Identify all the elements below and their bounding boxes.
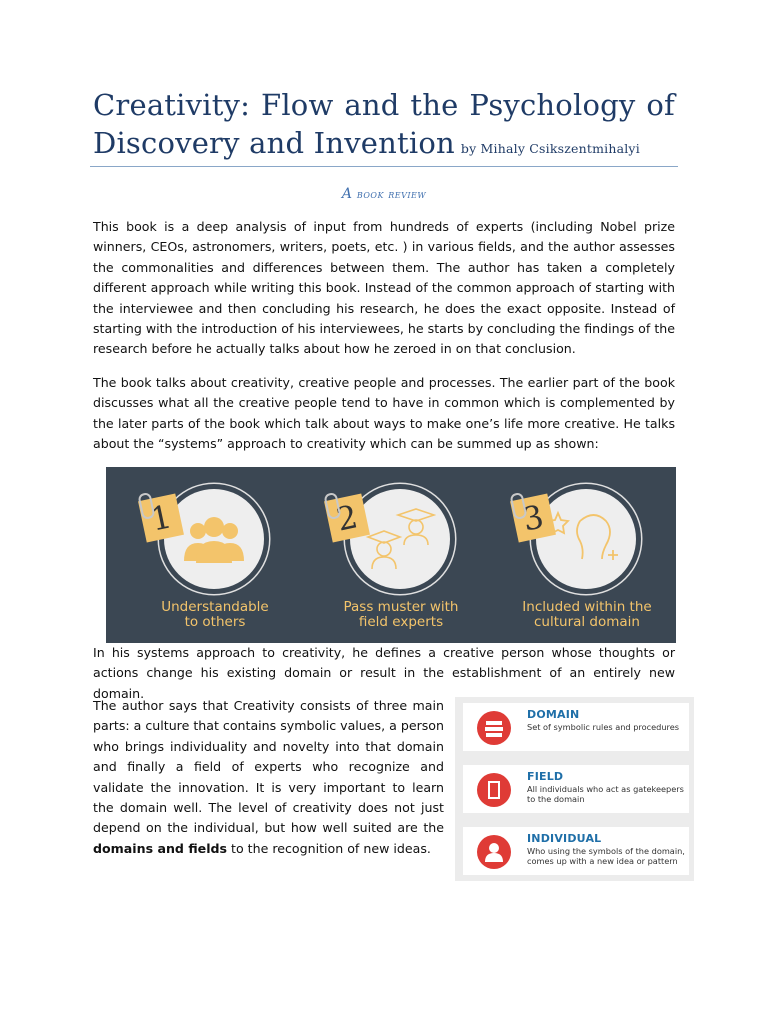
caption [110, 600, 320, 630]
title-word: of [646, 88, 675, 122]
number-note: 3 [510, 494, 556, 543]
caption-line: Included within the [522, 599, 652, 615]
number-note: 2 [324, 494, 370, 543]
caption-line: cultural domain [533, 614, 640, 630]
dfi-description: Set of symbolic rules and procedures [527, 722, 680, 732]
title-line-2 [93, 124, 675, 168]
paragraph-three-parts [93, 696, 444, 859]
title-word: Psychology [469, 88, 636, 122]
domain-field-individual-graphic [455, 697, 694, 881]
group-people-icon [178, 507, 250, 571]
systems-item-2 [306, 467, 496, 643]
paragraph-text: to the recognition of new ideas. [227, 840, 431, 856]
stacked-books-icon [477, 711, 511, 745]
paragraph-text: The author says that Creativity consists of three main parts: a culture that contains symbolic values, a person who brings individuality and novelty into that domain and finally a field of experts who recognize and validate the innovation. It is very important to learn the domain well. The level of creativity does not just depend on the individual, but how well suited are the [93, 698, 444, 836]
title-line-2-text: Discovery and Invention [93, 126, 455, 160]
title-line-1 [93, 86, 675, 124]
systems-item-1 [120, 467, 310, 643]
paragraph-intro: This book is a deep analysis of input from hundreds of experts (including Nobel prize winners, CEOs, astronomers, writers, poets, etc. ) in various fields, and the author assesses the commonalities and differences between them. The author has taken a completely different approach while writing this book. Instead of the common approach of starting with the interviewee and then concluding his research, he does the exact opposite. Instead of starting with the introduction of his interviewees, he starts by concluding the findings of the research before he actually talks about how he zeroed in on that conclusion. [93, 219, 675, 357]
paragraph-systems: The book talks about creativity, creative people and processes. The earlier part of the book discusses what all the creative people tend to have in common which is complemented by the later parts of the book which talk about ways to make one’s life more creative. He talks about the “systems” approach to creativity which can be summed up as shown: [93, 375, 675, 452]
subtitle-rest: book review [352, 187, 427, 201]
dfi-heading: INDIVIDUAL [527, 832, 602, 845]
star-person-icon [550, 507, 622, 571]
dfi-heading: DOMAIN [527, 708, 580, 721]
graduates-icon [364, 507, 436, 571]
title-word: Creativity: [93, 88, 251, 122]
subtitle-initial: A [341, 186, 353, 202]
title-word: Flow [261, 88, 334, 122]
icon-circle [477, 711, 511, 745]
dfi-description: All individuals who act as gatekeepers to the domain [527, 784, 684, 804]
author-byline: by Mihaly Csikszentmihalyi [460, 141, 640, 156]
caption-line: field experts [358, 614, 444, 630]
person-icon [477, 835, 511, 869]
title-word: the [410, 88, 459, 122]
dfi-description: Who using the symbols of the domain, comes up with a new idea or pattern [527, 846, 685, 866]
systems-item-3 [492, 467, 682, 643]
title-rule [90, 166, 678, 167]
dfi-row-individual [463, 827, 689, 875]
caption-line: Understandable [161, 599, 269, 615]
dfi-heading: FIELD [527, 770, 564, 783]
dfi-row-domain [463, 703, 689, 751]
caption-line: Pass muster with [343, 599, 459, 615]
icon-circle [477, 835, 511, 869]
page-title [93, 86, 675, 168]
systems-approach-graphic [106, 467, 676, 643]
number-note: 1 [138, 494, 184, 543]
caption-line: to others [184, 614, 246, 630]
paragraph-bold-text: domains and fields [93, 840, 228, 856]
paragraph-definition: In his systems approach to creativity, he defines a creative person whose thoughts or actions change his existing domain or result in the establishment of an entirely new domain. [93, 645, 675, 701]
dfi-row-field [463, 765, 689, 813]
icon-circle [477, 773, 511, 807]
caption [482, 600, 692, 630]
subtitle [0, 186, 768, 202]
caption [296, 600, 506, 630]
book-icon [477, 773, 511, 807]
title-word: and [344, 88, 400, 122]
